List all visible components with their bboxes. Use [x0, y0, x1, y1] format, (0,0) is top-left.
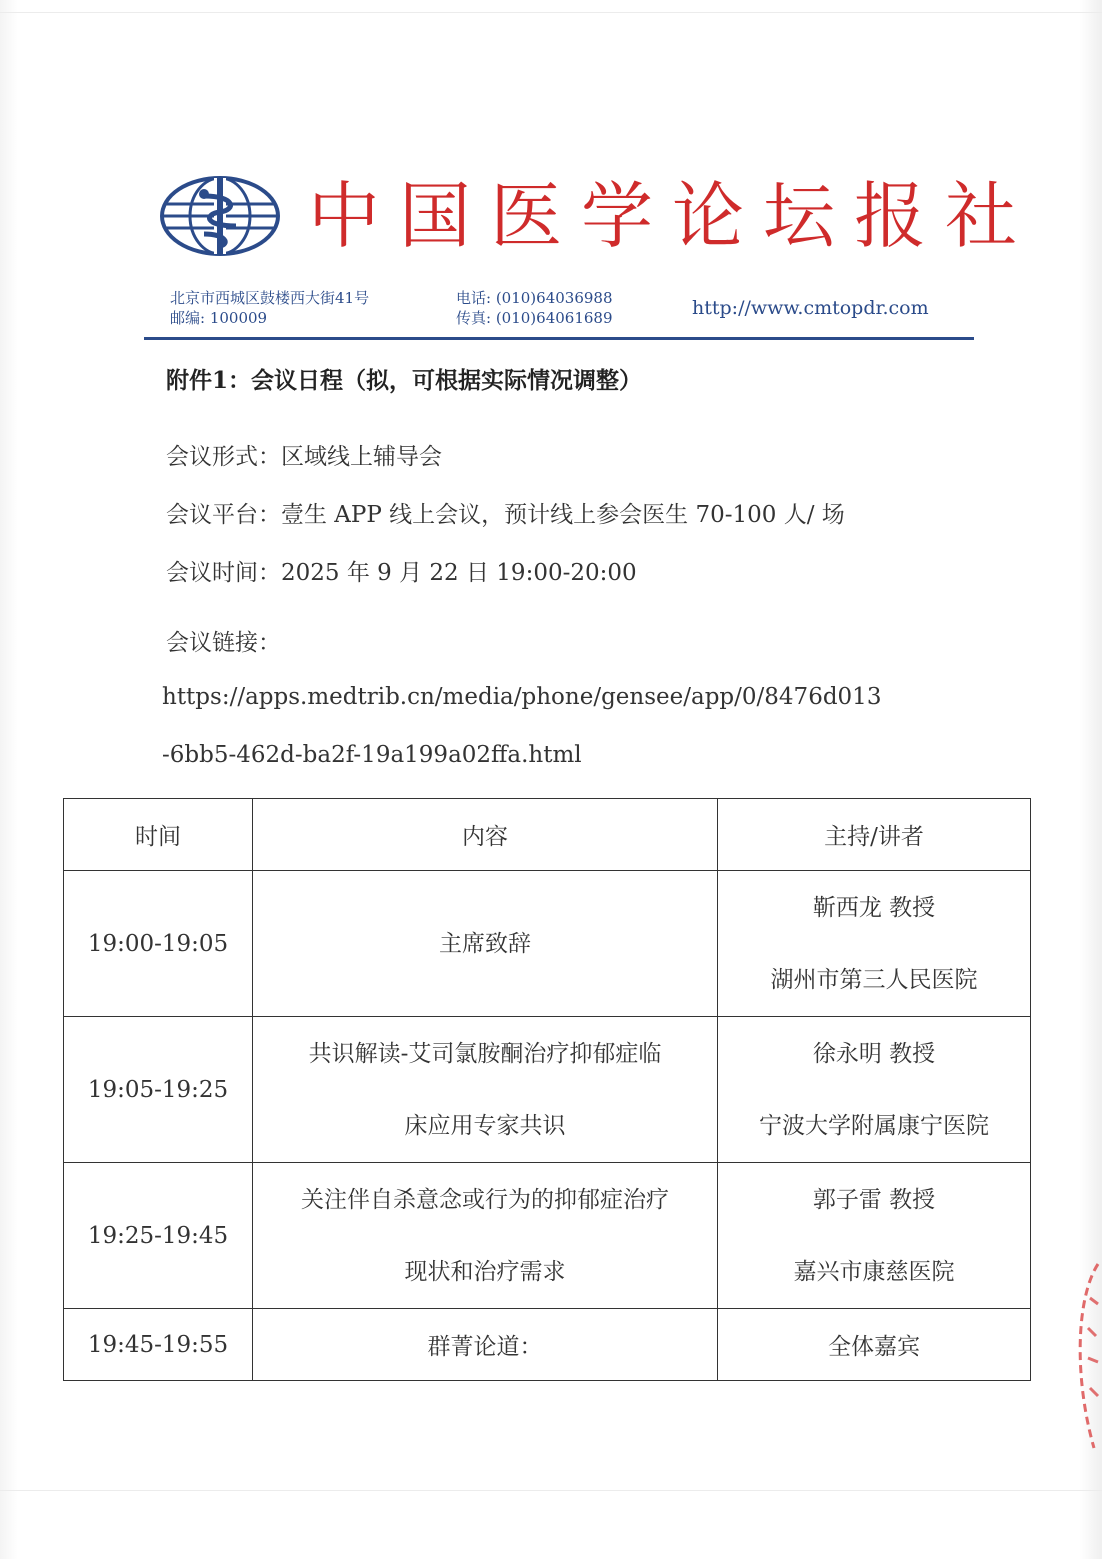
row-content [253, 1017, 718, 1163]
row-speaker [718, 1017, 1031, 1163]
row-time: 19:25-19:45 [64, 1163, 253, 1309]
content-line: 主席致辞 [439, 930, 531, 957]
speaker-name: 靳西龙 教授 [812, 894, 936, 921]
meeting-platform: 会议平台：壹生 APP 线上会议，预计线上参会医生 70-100 人/ 场 [166, 502, 845, 528]
speaker-name: 郭子雷 教授 [812, 1186, 936, 1213]
postcode: 邮编: 100009 [170, 309, 268, 327]
table-row [64, 1017, 1031, 1163]
row-speaker: 全体嘉宾 [718, 1309, 1031, 1381]
document-title: 附件1：会议日程（拟，可根据实际情况调整） [166, 367, 643, 394]
speaker-affiliation: 湖州市第三人民医院 [770, 966, 978, 993]
header-divider [144, 337, 974, 340]
speaker-name: 徐永明 教授 [812, 1040, 936, 1067]
phone: 电话: (010)64036988 [456, 289, 613, 307]
website-link[interactable]: http://www.cmtopdr.com [692, 297, 929, 319]
globe-caduceus-logo-icon [160, 174, 284, 258]
address: 北京市西城区鼓楼西大街41号 [170, 289, 370, 307]
red-seal-stamp [1070, 1258, 1102, 1454]
header-time: 时间 [64, 799, 253, 871]
meeting-link-line1[interactable]: https://apps.medtrib.cn/media/phone/gensee/app/0/8476d013 [162, 684, 882, 710]
table-row [64, 1163, 1031, 1309]
content-line: 床应用专家共识 [404, 1112, 566, 1139]
table-header-row [64, 799, 1031, 871]
header-speaker: 主持/讲者 [718, 799, 1031, 871]
content-line: 现状和治疗需求 [404, 1258, 566, 1285]
row-content [253, 871, 718, 1017]
table-row [64, 1309, 1031, 1381]
meeting-time: 会议时间：2025 年 9 月 22 日 19:00-20:00 [166, 560, 637, 586]
row-time: 19:45-19:55 [64, 1309, 253, 1381]
content-line: 共识解读-艾司氯胺酮治疗抑郁症临 [308, 1040, 662, 1067]
row-content: 群菁论道： [253, 1309, 718, 1381]
address-block [170, 288, 369, 328]
table-row [64, 871, 1031, 1017]
fax: 传真: (010)64061689 [456, 309, 613, 327]
meeting-link-label: 会议链接： [166, 630, 281, 656]
row-time: 19:05-19:25 [64, 1017, 253, 1163]
row-speaker [718, 871, 1031, 1017]
schedule-table [63, 798, 1031, 1381]
scan-edge-top [0, 12, 1102, 13]
scan-edge-bottom [0, 1490, 1102, 1491]
phone-block [456, 288, 613, 328]
row-speaker [718, 1163, 1031, 1309]
content-line: 关注伴自杀意念或行为的抑郁症治疗 [301, 1186, 669, 1213]
meeting-link-line2[interactable]: -6bb5-462d-ba2f-19a199a02ffa.html [162, 742, 582, 768]
meeting-format: 会议形式：区域线上辅导会 [166, 444, 442, 470]
speaker-affiliation: 嘉兴市康慈医院 [793, 1258, 955, 1285]
header-content: 内容 [253, 799, 718, 871]
row-time: 19:00-19:05 [64, 871, 253, 1017]
brand-name: 中国医学论坛报社 [308, 174, 1037, 258]
letterhead [160, 170, 1037, 270]
row-content [253, 1163, 718, 1309]
speaker-affiliation: 宁波大学附属康宁医院 [759, 1112, 989, 1139]
